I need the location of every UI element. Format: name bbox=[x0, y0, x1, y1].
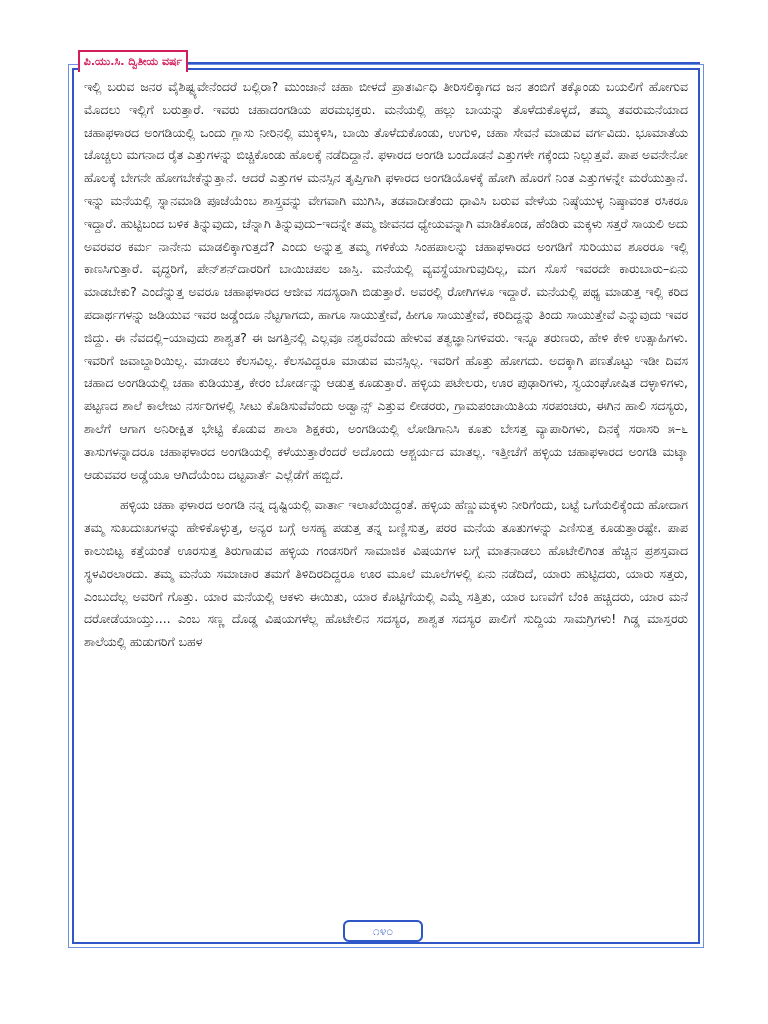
header-rule bbox=[188, 62, 700, 64]
header-tab-label: ಪಿ.ಯು.ಸಿ. ದ್ವಿತೀಯ ವರ್ಷ bbox=[78, 50, 188, 72]
body-text bbox=[84, 76, 688, 916]
paragraph: ಹಳ್ಳಿಯ ಚಹಾ ಫಳಾರದ ಅಂಗಡಿ ನನ್ನ ದೃಷ್ಟಿಯಲ್ಲಿ ವಾರ್ತಾ ಇಲಾಖೆಯಿದ್ದಂತೆ. ಹಳ್ಳಿಯ ಹೆಣ್ಣುಮಕ್ಕಳು ನೀರಿಗೆಂದು, ಬಟ್ಟೆ ಒಗೆಯಲಿಕ್ಕೆಂದು ಹೋದಾಗ ತಮ್ಮ ಸುಖದುಃಖಗಳನ್ನು ಹೇಳಿಕೊಳ್ಳುತ್ತ, ಅನ್ಯರ ಬಗ್ಗೆ ಅಸಹ್ಯ ಪಡುತ್ತ ತನ್ನ ಬಣ್ಣಿಸುತ್ತ, ಪರರ ಮನೆಯ ತೂತುಗಳನ್ನು ಎಣಿಸುತ್ತ ಕೂಡುತ್ತಾರಷ್ಟೇ. ಪಾಪ ಕಾಲುಬಿಟ್ಟ ಕತ್ತೆಯಂತೆ ಊರಸುತ್ತ ತಿರುಗಾಡುವ ಹಳ್ಳಿಯ ಗಂಡಸರಿಗೆ ಸಾಮಾಜಿಕ ವಿಷಯಗಳ ಬಗ್ಗೆ ಮಾತನಾಡಲು ಹೊಟೇಲಿಗಿಂತ ಹೆಚ್ಚಿನ ಪ್ರಶಸ್ತವಾದ ಸ್ಥಳವಿರಲಾರದು. ತಮ್ಮ ಮನೆಯ ಸಮಾಚಾರ ತಮಗೆ ತಿಳಿದಿರದಿದ್ದರೂ ಊರ ಮೂಲೆ ಮೂಲೆಗಳಲ್ಲಿ ಏನು ನಡೆದಿದೆ, ಯಾರು ಹುಟ್ಟಿದರು, ಯಾರು ಸತ್ತರು, ಎಂಬುದೆಲ್ಲ ಅವರಿಗೆ ಗೊತ್ತು. ಯಾರ ಮನೆಯಲ್ಲಿ ಆಕಳು ಈಯಿತು, ಯಾರ ಕೊಟ್ಟಿಗೆಯಲ್ಲಿ ಎಮ್ಮೆ ಸತ್ತಿತು, ಯಾರ ಬಣವೆಗೆ ಬೆಂಕಿ ಹಚ್ಚಿದರು, ಯಾರ ಮನೆ ದರೋಡೆಯಾಯ್ತು.... ಎಂಬ ಸಣ್ಣ ದೊಡ್ಡ ವಿಷಯಗಳೆಲ್ಲ ಹೊಟೇಲಿನ ಸದಸ್ಯರ, ಶಾಶ್ವತ ಸದಸ್ಯರ ಪಾಲಿಗೆ ಸುದ್ದಿಯ ಸಾಮಗ್ರಿಗಳು! ಗಿಡ್ಡ ಮಾಸ್ತರರು ಶಾಲೆಯಲ್ಲಿ ಹುಡುಗರಿಗೆ ಬಹಳ bbox=[84, 497, 688, 650]
page-number: ೧೪೦ bbox=[343, 920, 423, 942]
paragraph: ಇಲ್ಲಿ ಬರುವ ಜನರ ವೈಶಿಷ್ಟ್ಯವೇನೆಂದರೆ ಬಲ್ಲಿರಾ? ಮುಂಜಾನೆ ಚಹಾ ಬೀಳದೆ ಪ್ರಾತಃರ್ವಿಧಿ ತೀರಿಸಲಿಕ್ಕಾಗದ ಜನ ತಂಬಿಗೆ ತಕ್ಕೊಂಡು ಬಯಲಿಗೆ ಹೋಗುವ ಮೊದಲು ಇಲ್ಲಿಗೆ ಬರುತ್ತಾರೆ. ಇವರು ಚಹಾದಂಗಡಿಯ ಪರಮಭಕ್ತರು. ಮನೆಯಲ್ಲಿ ಹಲ್ಲು ಬಾಯನ್ನು ತೊಳೆದುಕೊಳ್ಳದೆ, ತಮ್ಮ ತವರುಮನೆಯಾದ ಚಹಾಫಳಾರದ ಅಂಗಡಿಯಲ್ಲಿ ಒಂದು ಗ್ಲಾಸು ನೀರಿನಲ್ಲಿ ಮುಕ್ಕಳಿಸಿ, ಬಾಯಿ ತೊಳೆದುಕೊಂಡು, ಉಗುಳಿ, ಚಹಾ ಸೇವನೆ ಮಾಡುವ ವರ್ಗವಿದು. ಭೂಮಾತೆಯ ಚೊಚ್ಚಲು ಮಗನಾದ ರೈತ ಎತ್ತುಗಳನ್ನು ಬಿಚ್ಚಿಕೊಂಡು ಹೊಲಕ್ಕೆ ನಡೆದಿದ್ದಾನೆ. ಫಳಾರದ ಅಂಗಡಿ ಬಂದೊಡನೆ ಎತ್ತುಗಳೇ ಗಕ್ಕೆಂದು ನಿಲ್ಲುತ್ತವೆ. ಪಾಪ ಅವನೇನೋ ಹೊಲಕ್ಕೆ ಬೇಗನೇ ಹೋಗಬೇಕೆನ್ನುತ್ತಾನೆ. ಆದರೆ ಎತ್ತುಗಳ ಮನಸ್ಸಿನ ತೃಪ್ತಿಗಾಗಿ ಫಳಾರದ ಅಂಗಡಿಯೊಳಕ್ಕೆ ಹೋಗಿ ಹೊರಗೆ ನಿಂತ ಎತ್ತುಗಳನ್ನೇ ಮರೆಯುತ್ತಾನೆ. ಇನ್ನು ಮನೆಯಲ್ಲಿ ಸ್ನಾನಮಾಡಿ ಪೂಜೆಯೆಂಬ ಶಾಸ್ತ್ರವನ್ನು ವೇಗವಾಗಿ ಮುಗಿಸಿ, ತಡವಾದೀತೆಂದು ಧಾವಿಸಿ ಬರುವ ವೇಳೆಯ ನಿಷ್ಠೆಯುಳ್ಳ ನಿಷ್ಠಾವಂತ ರಸಿಕರೂ ಇದ್ದಾರೆ. ಹುಟ್ಟಿಬಂದ ಬಳಿಕ ತಿನ್ನುವುದು, ಚೆನ್ನಾಗಿ ತಿನ್ನುವುದು–ಇದನ್ನೇ ತಮ್ಮ ಜೀವನದ ಧ್ಯೇಯವನ್ನಾಗಿ ಮಾಡಿಕೊಂಡ, ಹೆಂಡಿರು ಮಕ್ಕಳು ಸತ್ತರೆ ಸಾಯಲಿ ಅದು ಅವರವರ ಕರ್ಮ ನಾನೇನು ಮಾಡಲಿಕ್ಕಾಗುತ್ತದೆ? ಎಂದು ಅನ್ನುತ್ತ ತಮ್ಮ ಗಳಿಕೆಯ ಸಿಂಹಪಾಲನ್ನು ಚಹಾಫಳಾರದ ಅಂಗಡಿಗೆ ಸುರಿಯುವ ಶೂರರೂ ಇಲ್ಲಿ ಕಾಣಸಿಗುತ್ತಾರೆ. ವೃದ್ಧರಿಗೆ, ಪೇನ್‌ಶನ್‌ದಾರರಿಗೆ ಬಾಯಿಚಪಲ ಜಾಸ್ತಿ. ಮನೆಯಲ್ಲಿ ವ್ಯವಸ್ಥೆಯಾಗುವುದಿಲ್ಲ, ಮಗ ಸೊಸೆ ಇವರದೇ ಕಾರುಬಾರು–ಏನು ಮಾಡಬೇಕು? ಎಂದೆನ್ನುತ್ತ ಅವರೂ ಚಹಾಫಳಾರದ ಆಜೀವ ಸದಸ್ಯರಾಗಿ ಬಿಡುತ್ತಾರೆ. ಅವರಲ್ಲಿ ರೋಗಿಗಳೂ ಇದ್ದಾರೆ. ಮನೆಯಲ್ಲಿ ಪಥ್ಯ ಮಾಡುತ್ತ ಇಲ್ಲಿ ಕರಿದ ಪದಾರ್ಥಗಳನ್ನು ಜಡಿಯುವ ಇವರ ಜಡ್ಡೆಂದೂ ನೆಟ್ಟಗಾಗದು, ಹಾಗೂ ಸಾಯುತ್ತೇವೆ, ಹೀಗೂ ಸಾಯುತ್ತೇವೆ, ಕರಿದಿದ್ದನ್ನು ತಿಂದು ಸಾಯುತ್ತೇವೆ ಎನ್ನುವುದು ಇವರ ಜಿದ್ದು. ಈ ನೆವದಲ್ಲಿ–ಯಾವುದು ಶಾಶ್ವತ? ಈ ಜಗತ್ತಿನಲ್ಲಿ ಎಲ್ಲವೂ ನಶ್ವರವೆಂದು ಹೇಳುವ ತತ್ವಜ್ಞಾನಿಗಳಿವರು. ಇನ್ನೂ ತರುಣರು, ಹೇಳಿ ಕೇಳಿ ಉತ್ಸಾಹಿಗಳು. ಇವರಿಗೆ ಜವಾಬ್ದಾರಿಯಿಲ್ಲ. ಮಾಡಲು ಕೆಲಸವಿಲ್ಲ. ಕೆಲಸವಿದ್ದರೂ ಮಾಡುವ ಮನಸ್ಸಿಲ್ಲ. ಇವರಿಗೆ ಹೊತ್ತು ಹೋಗದು. ಅದಕ್ಕಾಗಿ ಪಣತೊಟ್ಟು ಇಡೀ ದಿವಸ ಚಹಾದ ಅಂಗಡಿಯಲ್ಲಿ ಚಹಾ ಕುಡಿಯುತ್ತ, ಕೇರಂ ಬೋರ್ಡನ್ನು ಆಡುತ್ತ ಕೂಡುತ್ತಾರೆ. ಹಳ್ಳಿಯ ಪಟೇಲರು, ಊರ ಪುಢಾರಿಗಳು, ಸ್ವಯಂಘೋಷಿತ ದಳ್ಳಾಳಿಗಳು, ಪಟ್ಟಣದ ಶಾಲೆ ಕಾಲೇಜು ನರ್ಸರಿಗಳಲ್ಲಿ ಸೀಟು ಕೊಡಿಸುವೆವೆಂದು ಅಡ್ವಾನ್ಸ್ ಎತ್ತುವ ಲೀಡರರು, ಗ್ರಾಮಪಂಚಾಯಿತಿಯ ಸರಪಂಚರು, ಈಗಿನ ಹಾಲಿ ಸದಸ್ಯರು, ಶಾಲೆಗೆ ಆಗಾಗ ಅನಿರೀಕ್ಷಿತ ಭೇಟ್ಟಿ ಕೊಡುವ ಶಾಲಾ ಶಿಕ್ಷಕರು, ಅಂಗಡಿಯಲ್ಲಿ ಲೋಡಿಗಾನಿಸಿ ಕೂತು ಬೇಸತ್ತ ವ್ಯಾಪಾರಿಗಳು, ದಿನಕ್ಕೆ ಸರಾಸರಿ ೫–೬ ತಾಸುಗಳನ್ನಾದರೂ ಚಹಾಫಳಾರದ ಅಂಗಡಿಯಲ್ಲಿ ಕಳೆಯುತ್ತಾರೆಂದರೆ ಅದೊಂದು ಆಶ್ಚರ್ಯದ ಮಾತಲ್ಲ. ಇತ್ತೀಚೆಗೆ ಹಳ್ಳಿಯ ಚಹಾಫಳಾರದ ಅಂಗಡಿ ಮಟ್ಕಾ ಆಡುವವರ ಅಡ್ಡೆಯೂ ಆಗಿದೆಯೆಂಬ ದಟ್ಟವಾರ್ತೆ ಎಲ್ಲೆಡೆಗೆ ಹಬ್ಬಿದೆ. bbox=[84, 79, 688, 482]
